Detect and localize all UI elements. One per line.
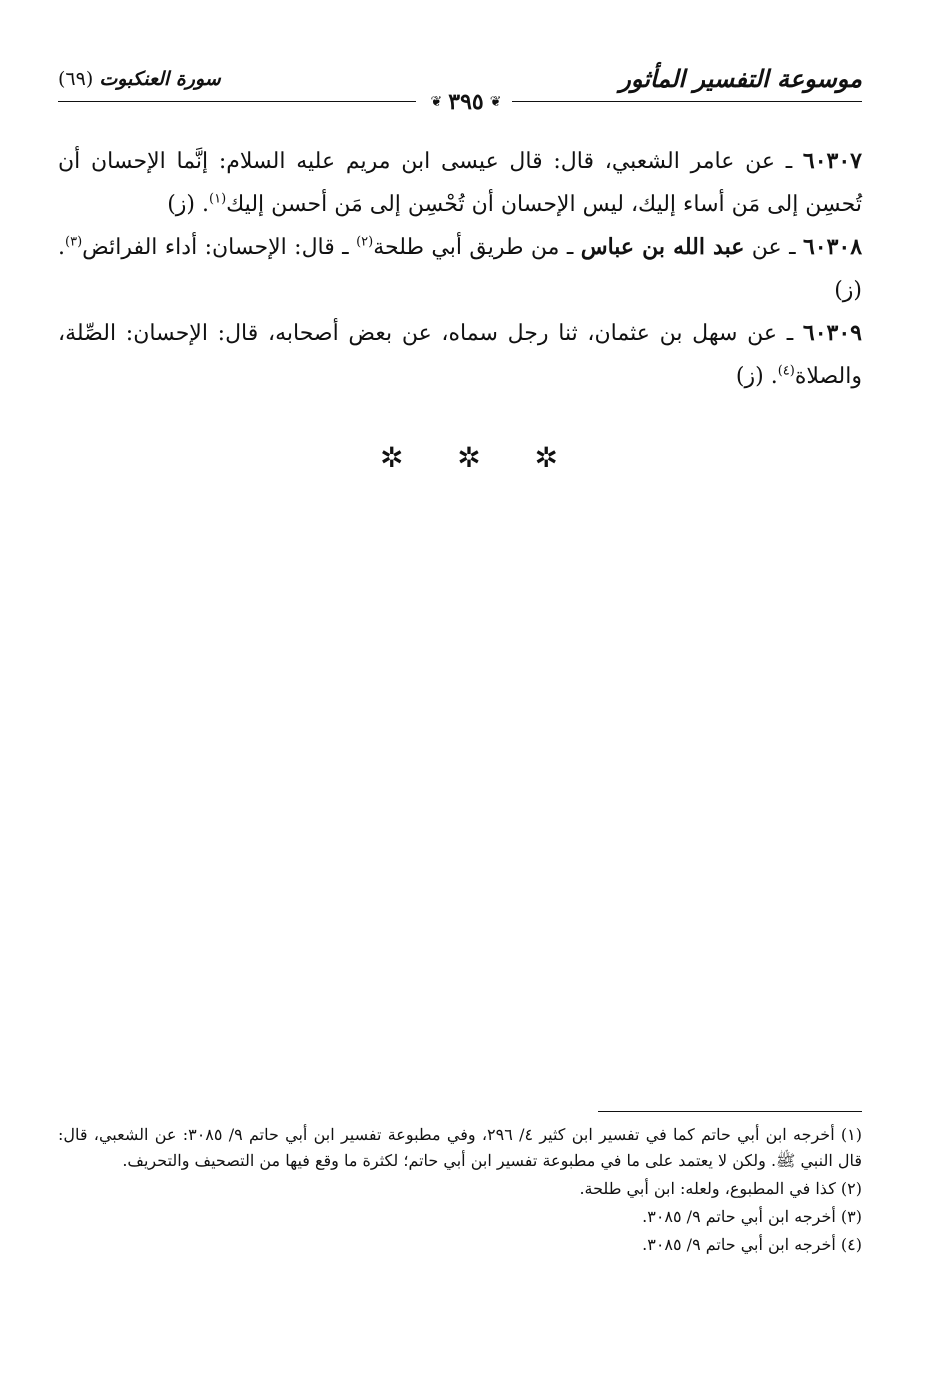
footnote-ref[interactable]: (٢) [356, 234, 374, 250]
surah-name: سورة العنكبوت [99, 68, 221, 90]
surah-label [58, 68, 221, 90]
page-number: ٣٩٥ [448, 89, 484, 115]
entry [58, 312, 862, 398]
header-rule-left [58, 101, 416, 102]
entry-number: ٦٠٣٠٨ [802, 234, 863, 260]
ornament-icon: ❦ [430, 94, 443, 110]
footnote: (٤) أخرجه ابن أبي حاتم ٩/ ٣٠٨٥. [642, 1235, 862, 1254]
footnote-ref[interactable]: (٣) [65, 234, 83, 250]
entry-number: ٦٠٣٠٧ [802, 148, 862, 174]
header-rule-right [512, 101, 862, 102]
main-text [58, 140, 862, 398]
entry-text: . (ز) [167, 192, 209, 217]
footnote: (٢) كذا في المطبوع، ولعله: ابن أبي طلحة. [579, 1179, 862, 1198]
book-title: موسوعة التفسير المأثور [619, 64, 862, 93]
entry-text: ـ من طريق أبي طلحة [373, 235, 574, 260]
footnote: (٣) أخرجه ابن أبي حاتم ٩/ ٣٠٨٥. [642, 1207, 862, 1226]
footnote-ref[interactable]: (٤) [777, 363, 795, 379]
section-separator [380, 440, 558, 474]
entry-text: ـ عن عامر الشعبي، قال: قال عيسى ابن مريم عليه السلام: إنَّما الإحسان أن تُحسِن إلى مَن أساء إليك، ليس الإحسان أن تُحْسِن إلى مَن أحسن إليك [58, 149, 862, 217]
footnote-rule [598, 1111, 862, 1112]
footnote-ref[interactable]: (١) [209, 191, 227, 207]
star-icon: ✲ [457, 440, 481, 474]
entry-text: ـ عن [751, 235, 796, 260]
narrator-name: عبد الله بن عباس [580, 234, 745, 260]
star-icon: ✲ [534, 440, 558, 474]
entry-text: . (ز) [58, 235, 862, 303]
star-icon: ✲ [380, 440, 404, 474]
verse-ref: (٦٩) [58, 68, 94, 90]
entry [58, 226, 862, 312]
entry-text: . (ز) [735, 364, 778, 389]
entry-text: ـ قال: الإحسان: أداء الفرائض [82, 235, 349, 260]
entry-number: ٦٠٣٠٩ [802, 320, 862, 346]
footnote: (١) أخرجه ابن أبي حاتم كما في تفسير ابن كثير ٤/ ٢٩٦، وفي مطبوعة تفسير ابن أبي حاتم ٩/ ٣٠٨٥: عن الشعبي، قال: قال النبي ﷺ. ولكن لا يعتمد على ما في مطبوعة تفسير ابن أبي حاتم؛ لكثرة ما وقع فيها من التصحيف والتحريف. [58, 1125, 862, 1170]
footnotes [58, 1122, 862, 1260]
entry-text: ـ عن سهل بن عثمان، ثنا رجل سماه، عن بعض أصحابه، قال: الإحسان: الصِّلة، والصلاة [58, 321, 862, 389]
page-number-block [420, 88, 512, 116]
entry [58, 140, 862, 226]
ornament-icon: ❦ [489, 94, 502, 110]
